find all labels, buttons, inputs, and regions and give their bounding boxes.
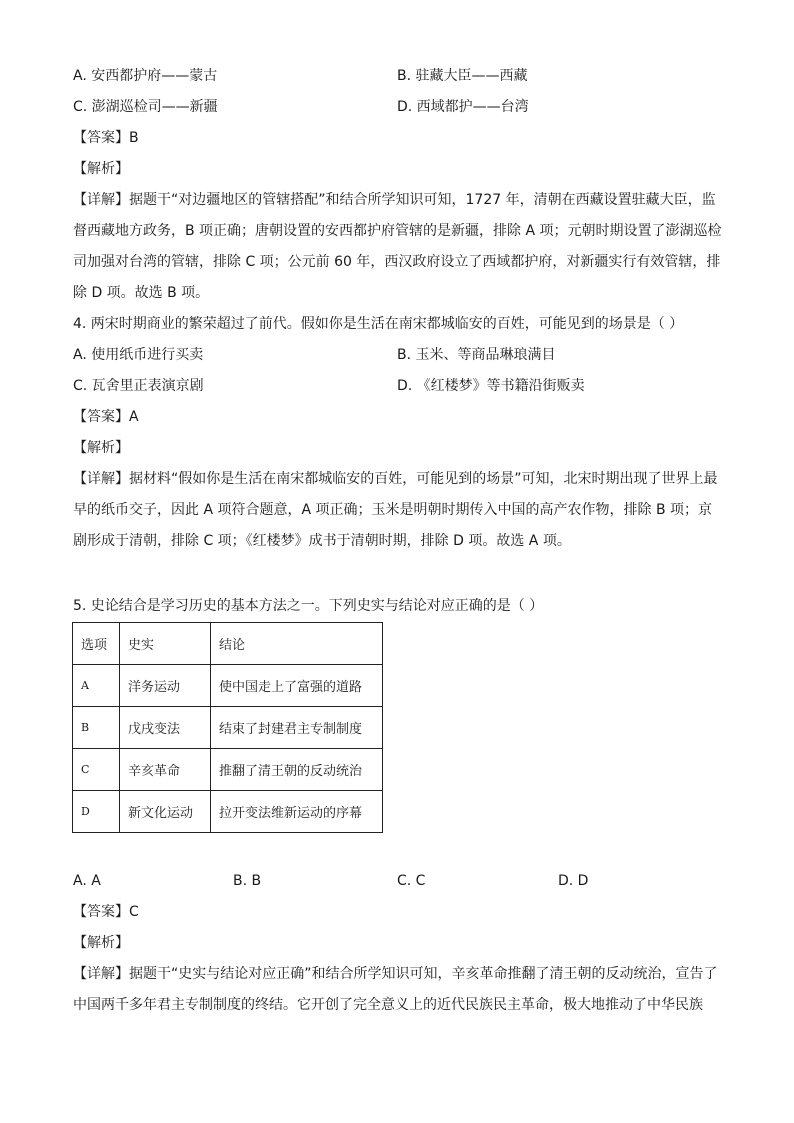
- q3-option-c: C. 澎湖巡检司——新疆: [73, 99, 218, 115]
- q4-option-b: B. 玉米、等商品琳琅满目: [397, 347, 556, 363]
- table-cell: 洋务运动: [120, 665, 211, 707]
- q5-table: [72, 622, 383, 833]
- q5-analysis-label: 【解析】: [73, 935, 129, 951]
- table-header-cell: 史实: [120, 623, 211, 665]
- q3-answer: 【答案】B: [73, 130, 139, 146]
- q5-option-a: A. A: [73, 873, 101, 889]
- q4-answer: 【答案】A: [73, 409, 139, 425]
- q3-detail: 【详解】据题干“对边疆地区的管辖搭配”和结合所学知识可知，1727 年，清朝在西藏设置驻藏大臣，监督西藏地方政务，B 项正确；唐朝设置的安西都护府管辖的是新疆，排除 A 项；元朝时期设置了澎湖巡检司加强对台湾的管辖，排除 C 项；公元前 60 年，西汉政府设立了西域都护府，对新疆实行有效管辖，排除 D 项。故选 B 项。: [73, 192, 722, 301]
- q4-option-d: D. 《红楼梦》等书籍沿街贩卖: [397, 378, 585, 394]
- q5-answer: 【答案】C: [73, 904, 139, 920]
- table-header-cell: 结论: [211, 623, 383, 665]
- table-cell: A: [73, 665, 120, 707]
- table-row: [73, 665, 383, 707]
- q4-detail: 【详解】据材料“假如你是生活在南宋都城临安的百姓，可能见到的场景”可知，北宋时期出现了世界上最早的纸币交子，因此 A 项符合题意，A 项正确；玉米是明朝时期传入中国的高产农作物，排除 B 项；京剧形成于清朝，排除 C 项；《红楼梦》成书于清朝时期，排除 D 项。故选 A 项。: [73, 471, 718, 549]
- q3-analysis-label: 【解析】: [73, 161, 129, 177]
- table-cell: C: [73, 749, 120, 791]
- table-row: [73, 707, 383, 749]
- q3-option-b: B. 驻藏大臣——西藏: [397, 68, 528, 84]
- q5-option-c: C. C: [397, 873, 426, 889]
- table-header-cell: 选项: [73, 623, 120, 665]
- q3-option-a: A. 安西都护府——蒙古: [73, 68, 218, 84]
- table-row: [73, 749, 383, 791]
- table-row: [73, 791, 383, 833]
- q5-question: 5. 史论结合是学习历史的基本方法之一。下列史实与结论对应正确的是（ ）: [73, 598, 544, 614]
- table-cell: 推翻了清王朝的反动统治: [211, 749, 383, 791]
- table-cell: 辛亥革命: [120, 749, 211, 791]
- q4-option-a: A. 使用纸币进行买卖: [73, 347, 204, 363]
- table-cell: D: [73, 791, 120, 833]
- q4-option-c: C. 瓦舍里正表演京剧: [73, 378, 204, 394]
- q5-option-b: B. B: [233, 873, 262, 889]
- table-cell: 拉开变法维新运动的序幕: [211, 791, 383, 833]
- q3-option-d: D. 西域都护——台湾: [397, 99, 529, 115]
- table-header-row: [73, 623, 383, 665]
- table-cell: B: [73, 707, 120, 749]
- table-cell: 戊戌变法: [120, 707, 211, 749]
- q5-option-d: D. D: [558, 873, 589, 889]
- table-cell: 新文化运动: [120, 791, 211, 833]
- q5-detail: 【详解】据题干“史实与结论对应正确”和结合所学知识可知，辛亥革命推翻了清王朝的反动统治，宣告了中国两千多年君主专制制度的终结。它开创了完全意义上的近代民族民主革命，极大地推动了中华民族: [73, 966, 718, 1013]
- table-cell: 结束了封建君主专制制度: [211, 707, 383, 749]
- q4-analysis-label: 【解析】: [73, 440, 129, 456]
- table-cell: 使中国走上了富强的道路: [211, 665, 383, 707]
- q4-question: 4. 两宋时期商业的繁荣超过了前代。假如你是生活在南宋都城临安的百姓，可能见到的场景是（ ）: [73, 316, 684, 332]
